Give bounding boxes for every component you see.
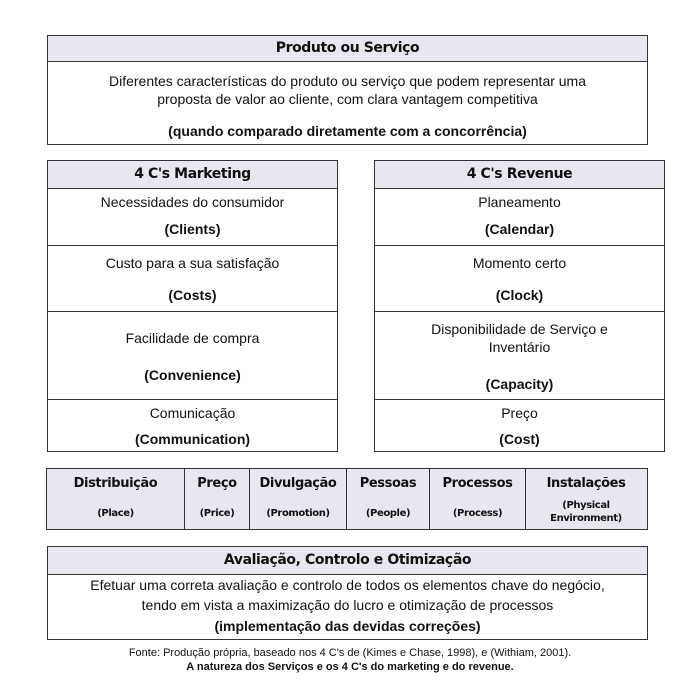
marketing-4cs-title: 4 C's Marketing — [48, 161, 337, 189]
avaliacao-title: Avaliação, Controlo e Otimização — [48, 547, 647, 575]
revenue-text-line-2: Inventário — [488, 339, 551, 355]
produto-line-1: Diferentes características do produto ou serviço que podem representar uma — [108, 73, 587, 89]
ps-title: Distribuição — [73, 476, 158, 491]
revenue-text: Momento certo — [472, 255, 567, 271]
ps-subtitle-line-2: Environment) — [550, 513, 622, 524]
revenue-text: Disponibilidade de Serviço e — [431, 321, 608, 337]
revenue-cell-cost — [375, 399, 664, 453]
marketing-cell-communication — [48, 399, 337, 453]
marketing-term: (Communication) — [134, 431, 251, 447]
ps-cell-promotion — [249, 469, 346, 529]
marketing-term: (Convenience) — [144, 367, 241, 383]
marketing-term: (Costs) — [168, 287, 217, 303]
ps-table — [46, 468, 648, 530]
revenue-cell-clock — [375, 245, 664, 311]
avaliacao-line-3: (implementação das devidas correções) — [214, 618, 481, 634]
ps-subtitle: (Price) — [199, 508, 235, 519]
revenue-cell-capacity — [375, 311, 664, 399]
marketing-cell-clients — [48, 189, 337, 245]
marketing-cell-convenience — [48, 311, 337, 399]
marketing-term: (Clients) — [164, 221, 221, 237]
ps-cell-price — [184, 469, 249, 529]
produto-servico-description — [48, 72, 647, 108]
ps-title: Processos — [442, 476, 513, 491]
ps-subtitle: (Process) — [452, 508, 503, 519]
revenue-text: Preço — [501, 405, 538, 421]
ps-title: Preço — [197, 476, 237, 491]
revenue-term: (Cost) — [499, 431, 540, 447]
ps-subtitle — [526, 499, 646, 525]
revenue-4cs-box — [374, 160, 665, 452]
revenue-term: (Clock) — [495, 287, 544, 303]
marketing-4cs-box — [47, 160, 338, 452]
marketing-text: Necessidades do consumidor — [100, 194, 285, 210]
avaliacao-box — [47, 546, 648, 640]
ps-cell-place — [47, 469, 184, 529]
avaliacao-line-2: tendo em vista a maximização do lucro e otimização de processos — [141, 597, 554, 613]
produto-line-3: (quando comparado diretamente com a concorrência) — [168, 123, 527, 139]
revenue-cell-calendar — [375, 189, 664, 245]
ps-subtitle: (People) — [365, 508, 411, 519]
revenue-term: (Capacity) — [485, 376, 554, 392]
revenue-4cs-title: 4 C's Revenue — [375, 161, 664, 189]
produto-servico-box — [47, 35, 648, 145]
revenue-text: Planeamento — [478, 194, 561, 210]
ps-cell-people — [346, 469, 429, 529]
ps-subtitle: (Place) — [97, 508, 134, 519]
marketing-cell-costs — [48, 245, 337, 311]
ps-title: Pessoas — [359, 476, 417, 491]
revenue-term: (Calendar) — [484, 221, 555, 237]
source-note: Fonte: Produção própria, baseado nos 4 C's de (Kimes e Chase, 1998), e (Withiam, 2001). — [128, 647, 572, 659]
ps-title: Divulgação — [259, 476, 337, 491]
produto-line-2: proposta de valor ao cliente, com clara vantagem competitiva — [157, 91, 538, 107]
ps-cell-process — [429, 469, 525, 529]
marketing-text: Comunicação — [149, 405, 236, 421]
ps-cell-physical-environment — [525, 469, 646, 529]
ps-subtitle-line-1: (Physical — [562, 500, 610, 511]
produto-servico-title: Produto ou Serviço — [48, 36, 647, 62]
ps-subtitle: (Promotion) — [266, 508, 330, 519]
marketing-text: Custo para a sua satisfação — [105, 255, 280, 271]
marketing-text: Facilidade de compra — [125, 330, 260, 346]
figure-caption: A natureza dos Serviços e os 4 C's do marketing e do revenue. — [186, 661, 514, 673]
ps-title: Instalações — [546, 476, 626, 491]
avaliacao-line-1: Efetuar uma correta avaliação e controlo de todos os elementos chave do negócio, — [90, 577, 605, 593]
